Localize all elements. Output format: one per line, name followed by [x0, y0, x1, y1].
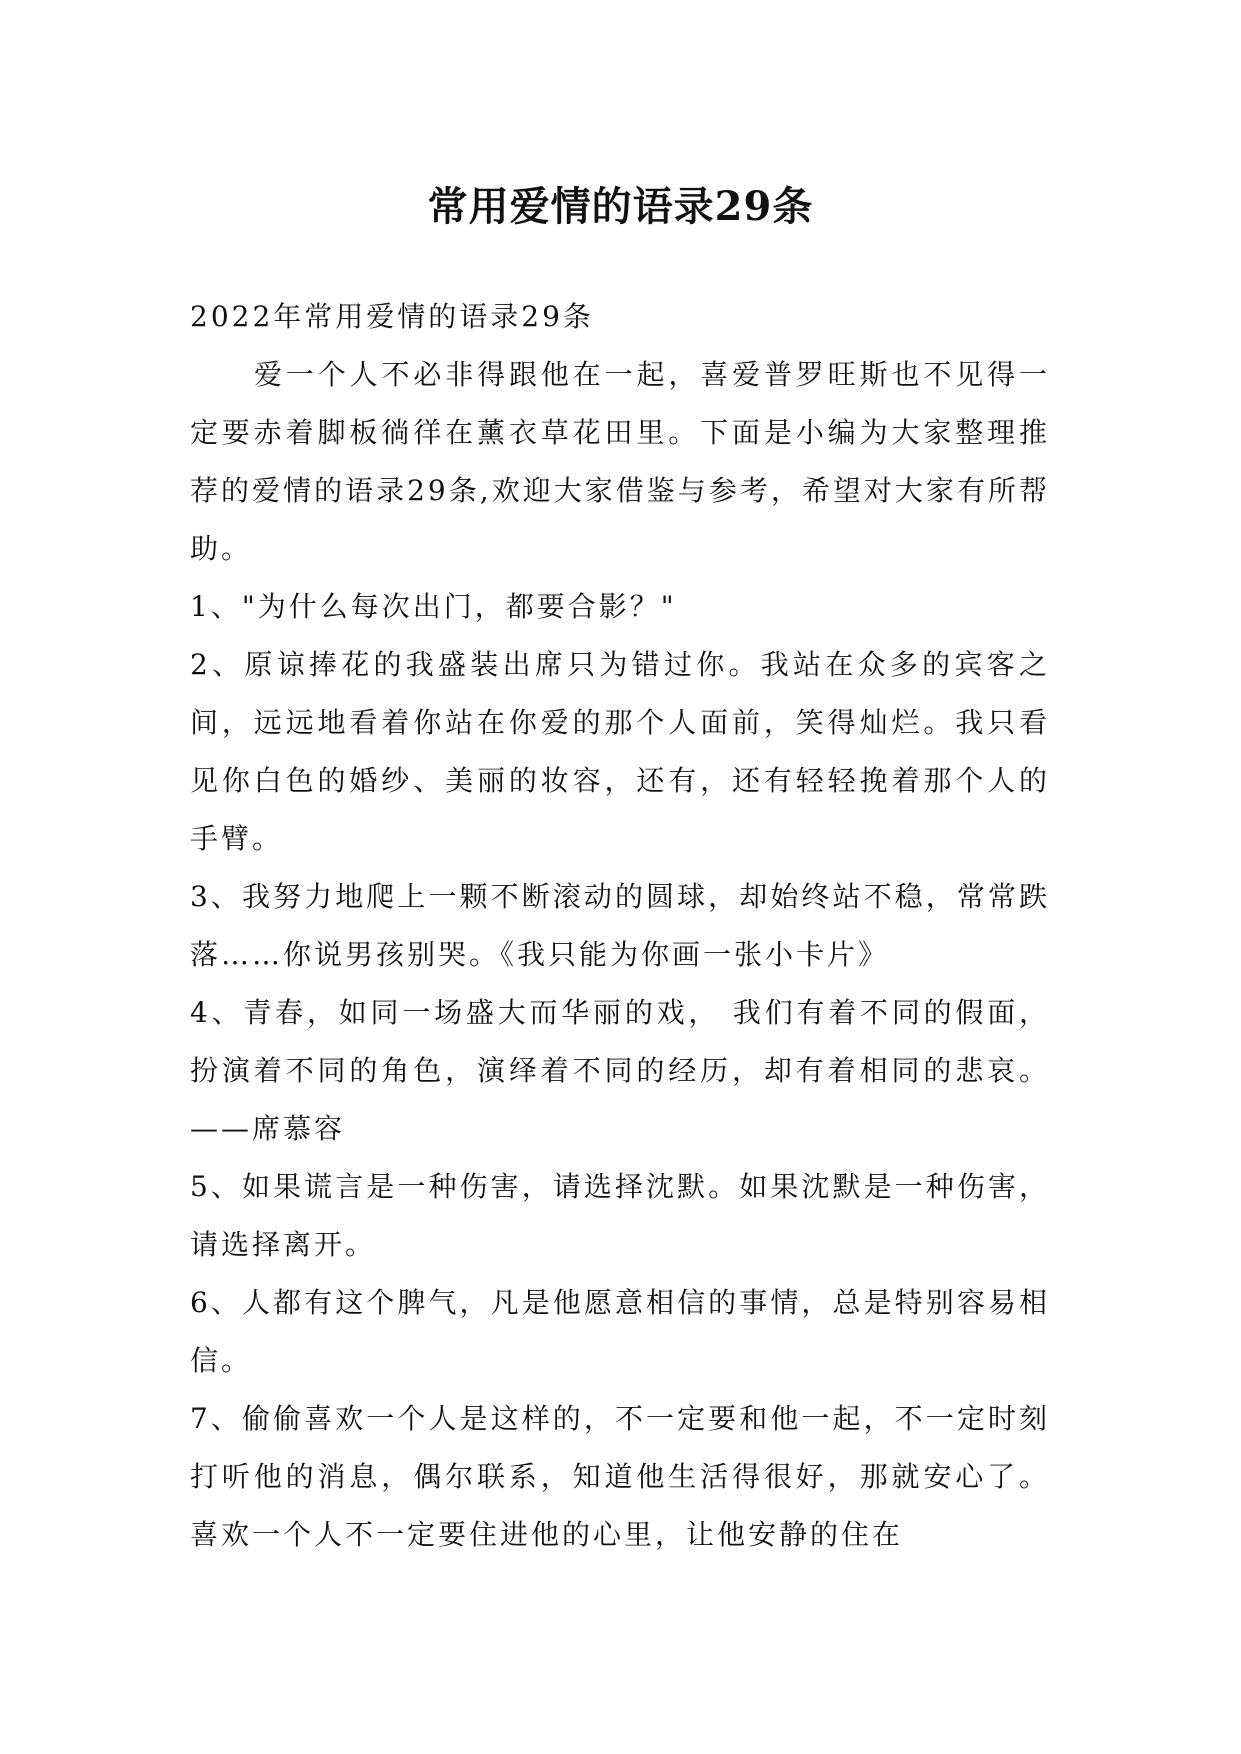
quote-item-7: 7、偷偷喜欢一个人是这样的，不一定要和他一起，不一定时刻打听他的消息，偶尔联系，知道他生活得很好，那就安心了。喜欢一个人不一定要住进他的心里，让他安静的住在 — [190, 1402, 1050, 1551]
document-body — [190, 288, 1050, 1564]
quote-item-2: 2、原谅捧花的我盛装出席只为错过你。我站在众多的宾客之间，远远地看着你站在你爱的那个人面前，笑得灿烂。我只看见你白色的婚纱、美丽的妆容，还有，还有轻轻挽着那个人的手臂。 — [190, 648, 1050, 855]
quote-item-6: 6、人都有这个脾气，凡是他愿意相信的事情，总是特别容易相信。 — [190, 1286, 1050, 1377]
quote-item-5: 5、如果谎言是一种伤害，请选择沈默。如果沈默是一种伤害，请选择离开。 — [190, 1170, 1050, 1261]
quote-item-4: 4、青春，如同一场盛大而华丽的戏， 我们有着不同的假面，扮演着不同的角色，演绎着不同的经历，却有着相同的悲哀。——席慕容 — [190, 996, 1050, 1145]
quote-item-3: 3、我努力地爬上一颗不断滚动的圆球，却始终站不稳，常常跌落……你说男孩别哭。《我只能为你画一张小卡片》 — [190, 880, 1050, 971]
quote-item-1: 1、"为什么每次出门，都要合影？" — [190, 590, 677, 623]
document-subtitle: 2022年常用爱情的语录29条 — [190, 300, 594, 333]
intro-paragraph: 爱一个人不必非得跟他在一起，喜爱普罗旺斯也不见得一定要赤着脚板徜徉在薰衣草花田里。下面是小编为大家整理推荐的爱情的语录29条,欢迎大家借鉴与参考，希望对大家有所帮助。 — [190, 358, 1050, 565]
document-title: 常用爱情的语录29条 — [427, 182, 814, 230]
